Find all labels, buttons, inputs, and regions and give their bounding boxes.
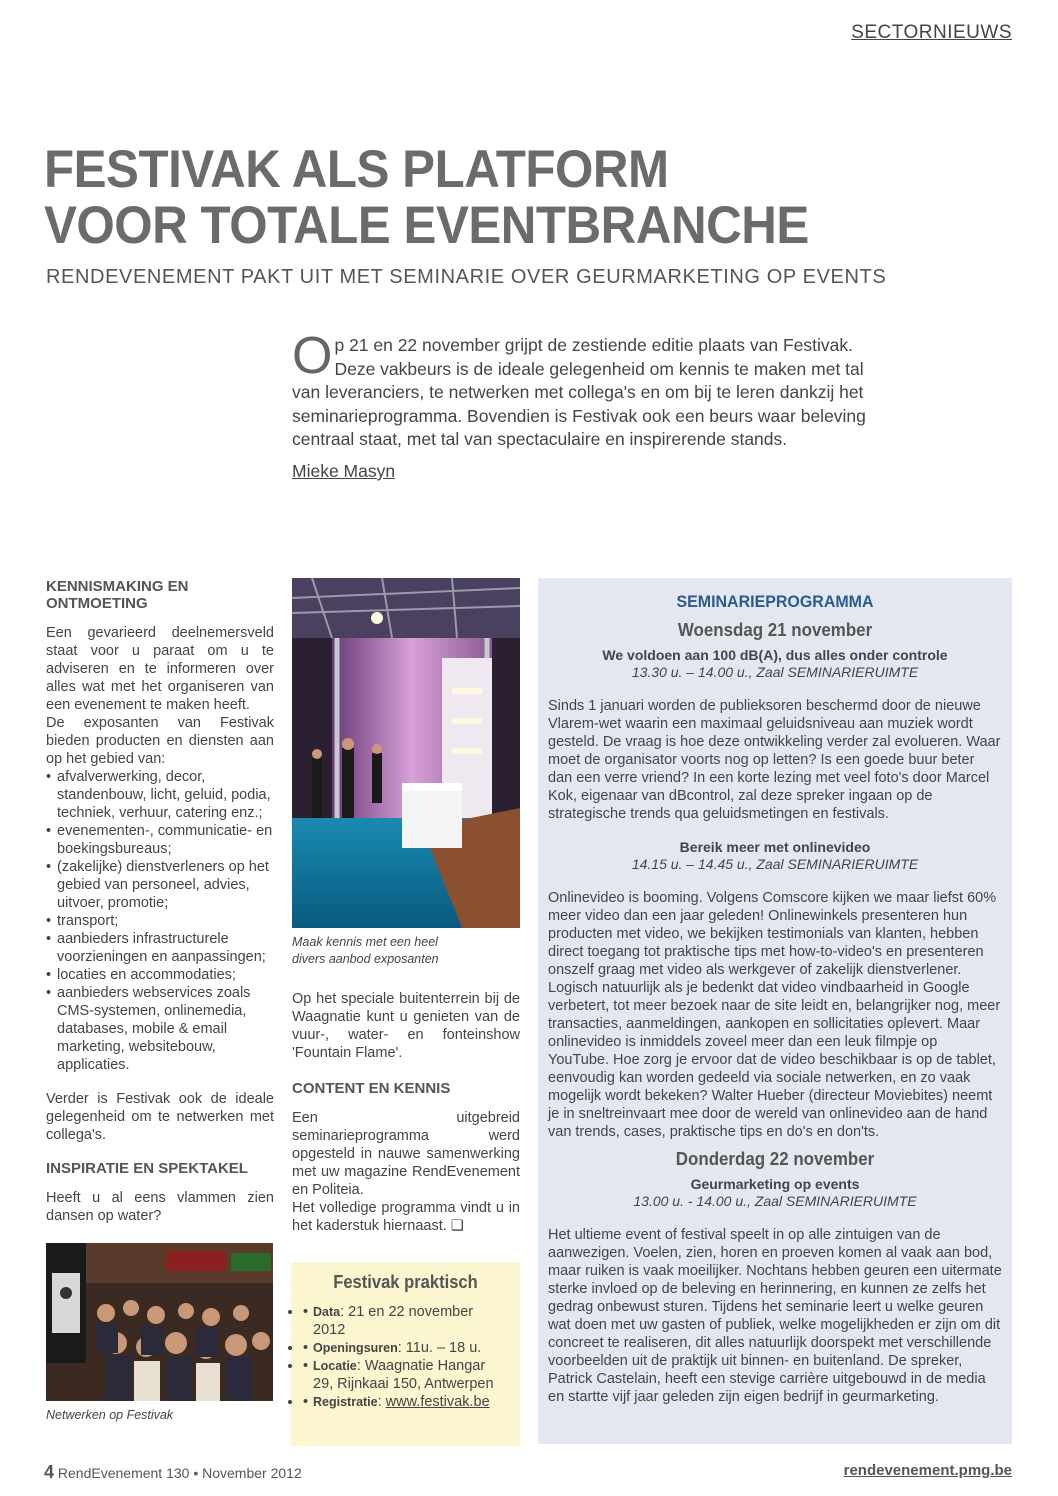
- value: : 11u. – 18 u.: [397, 1340, 482, 1356]
- seminar-program-box: [538, 578, 1012, 1444]
- festivak-praktisch-box: [291, 1262, 520, 1446]
- exhibition-stand-image: [292, 578, 520, 928]
- paragraph: De exposanten van Festivak bieden producten en diensten aan op het gebied van:: [46, 715, 274, 767]
- headline: [44, 142, 937, 254]
- exhibitor-list: [46, 768, 274, 1074]
- footer-issue: [44, 1462, 302, 1483]
- headline-line-2: VOOR TOTALE EVENTBRANCHE: [44, 196, 809, 255]
- info-list: [303, 1303, 508, 1411]
- drop-cap: O: [292, 327, 333, 385]
- paragraph: Een uitgebreid seminarieprogramma werd opgesteld in nauwe samenwerking met uw magazine RendEvenement en Politeia.: [292, 1110, 520, 1198]
- intro-text: p 21 en 22 november grijpt de zestiende editie plaats van Festivak. Deze vakbeurs is de ideale gelegenheid om kennis te maken met tal van leveranciers, te netwerken met collega's en om bij te leren dankzij het seminarieprogramma. Bovendien is Festivak ook een beurs waar beleving centraal staat, met tal van spectaculaire en inspirerende stands.: [292, 335, 866, 449]
- talk-time: 13.30 u. – 14.00 u., Zaal SEMINARIERUIMTE: [631, 664, 919, 680]
- list-item: • transport;: [46, 912, 274, 930]
- value: :: [377, 1394, 386, 1410]
- list-item: • aanbieders webservices zoals CMS-systemen, onlinemedia, databases, mobile & email marketing, websitebouw, applicaties.: [46, 984, 274, 1074]
- day-heading-thursday: Donderdag 22 november: [675, 1149, 875, 1169]
- day-heading-wednesday: Woensdag 21 november: [677, 620, 873, 640]
- photo-caption: Netwerken op Festivak: [46, 1408, 174, 1422]
- info-location: [303, 1357, 508, 1393]
- talk-description: Sinds 1 januari worden de publieksoren beschermd door de nieuwe Vlarem-wet waarin een maximaal geluidsniveau aan muziek wordt gesteld. De vraag is hoe deze ontwikkeling verder zal evolueren. Waar moet de organisator voorts nog op letten? Is een goede buur beter dan een verre vriend? In een korte lezing met veel foto's door Marcel Kok, eigenaar van dBcontrol, zal deze spreker ingaan op de strategische trends qua geluidsmetingen en festivals.: [548, 698, 1001, 822]
- author-byline[interactable]: Mieke Masyn: [292, 461, 396, 481]
- info-registration: [303, 1393, 508, 1411]
- issue-info: RendEvenement 130 • November 2012: [57, 1465, 302, 1481]
- networking-photo: [46, 1243, 273, 1401]
- program-title: SEMINARIEPROGRAMMA: [676, 592, 874, 611]
- heading-kennismaking: KENNISMAKING EN ONTMOETING: [46, 578, 189, 612]
- label: Registratie: [313, 1395, 378, 1409]
- talk-time: 14.15 u. – 14.45 u., Zaal SEMINARIERUIMTE: [631, 856, 919, 872]
- talk-time: 13.00 u. - 14.00 u., Zaal SEMINARIERUIMTE: [633, 1193, 917, 1209]
- subheadline: RENDEVENEMENT PAKT UIT MET SEMINARIE OVER GEURMARKETING OP EVENTS: [46, 266, 887, 288]
- intro-paragraph: [292, 327, 872, 452]
- box-title: Festivak praktisch: [333, 1272, 478, 1292]
- talk-title: Geurmarketing op events: [690, 1176, 860, 1192]
- value: : 21 en 22 november 2012: [313, 1304, 474, 1338]
- paragraph: Heeft u al eens vlammen zien dansen op water?: [46, 1190, 274, 1224]
- headline-line-1: FESTIVAK ALS PLATFORM: [44, 140, 669, 199]
- section-tag: SECTORNIEUWS: [851, 22, 1012, 43]
- column-left: [46, 578, 274, 1424]
- paragraph: Verder is Festivak ook de ideale gelegenheid om te netwerken met collega's.: [46, 1091, 274, 1143]
- talk-title: We voldoen aan 100 dB(A), dus alles onder controle: [602, 647, 948, 663]
- value: : Waagnatie Hangar 29, Rijnkaai 150, Antwerpen: [313, 1358, 494, 1392]
- list-item: • afvalverwerking, decor, standenbouw, licht, geluid, podia, techniek, verhuur, catering enz.;: [46, 768, 274, 822]
- paragraph: Op het speciale buitenterrein bij de Waagnatie kunt u genieten van de vuur-, water- en fonteinshow 'Fountain Flame'.: [292, 991, 520, 1061]
- registration-link[interactable]: www.festivak.be: [385, 1394, 490, 1410]
- heading-content-kennis: CONTENT EN KENNIS: [292, 1080, 451, 1097]
- info-hours: [303, 1339, 508, 1357]
- talk-title: Bereik meer met onlinevideo: [679, 839, 871, 855]
- footer-website-link[interactable]: rendevenement.pmg.be: [843, 1462, 1012, 1479]
- label: Openingsuren: [313, 1341, 398, 1355]
- heading-inspiratie: INSPIRATIE EN SPEKTAKEL: [46, 1160, 248, 1177]
- info-date: [303, 1303, 508, 1339]
- list-item: • aanbieders infrastructurele voorzieningen en aanpassingen;: [46, 930, 274, 966]
- label: Locatie: [313, 1359, 357, 1373]
- list-item: • locaties en accommodaties;: [46, 966, 274, 984]
- talk-description: Het ultieme event of festival speelt in op alle zintuigen van de aanwezigen. Voelen, zien, horen en proeven komen al vaak aan bod, maar ruiken is vaak moeilijker. Nochtans hebben geuren een uitermate sterke invloed op de beleving en herinnering, en kunnen ze zelfs het gedrag onbewust sturen. Tijdens het seminarie leert u welke geuren wat doen met uw gasten of publiek, welke mogelijkheden er zijn om dit concreet te realiseren, dit alles natuurlijk doorspekt met verschillende voorbeelden uit de praktijk uit binnen- en buitenland. De spreker, Patrick Castelain, heeft een stevige carrière uitgebouwd in de media en startte vijf jaar geleden zijn eigen bedrijf in geurmarketing.: [548, 1227, 1002, 1405]
- paragraph: Een gevarieerd deelnemersveld staat voor u paraat om u te adviseren en te informeren over alles wat met het organiseren van een evenement te maken heeft.: [46, 625, 274, 713]
- crowd-image: [46, 1243, 273, 1401]
- list-item: • (zakelijke) dienstverleners op het gebied van personeel, advies, uitvoer, promotie;: [46, 858, 274, 912]
- list-item: • evenementen-, communicatie- en boekingsbureaus;: [46, 822, 274, 858]
- talk-description: Onlinevideo is booming. Volgens Comscore kijken we maar liefst 60% meer video dan een jaar geleden! Onlinewinkels presenteren hun producten met video, we bekijken testimonials van klanten, hebben direct toegang tot praktische tips met how-to-video's en presenteren onszelf graag met video als werkgever of zakelijk dienstverlener. Logisch natuurlijk als je bedenkt dat video vindbaarheid in Google verbetert, tot meer bezoek naar de site leidt en, belangrijker nog, meer transacties, aanmeldingen, aankopen en sollicitaties oplevert. Maar onlinevideo is inmiddels zoveel meer dan een leuk filmpje op YouTube. Hoe zorg je ervoor dat de video beschikbaar is op de tablet, eenvoudig kan worden gedeeld via sociale netwerken, en zo vaak mogelijk wordt bekeken? Walter Hueber (directeur Moviebites) neemt je in sneltreinvaart mee door de wereld van onlinevideo aan de hand van trends, cases, praktische tips en do's en don'ts.: [548, 890, 1001, 1140]
- stand-photo: [292, 578, 520, 928]
- photo-caption: Maak kennis met een heel divers aanbod exposanten: [292, 935, 439, 966]
- label: Data: [313, 1305, 341, 1319]
- paragraph: Het volledige programma vindt u in het kaderstuk hiernaast. ❏: [292, 1200, 520, 1234]
- page-number: 4: [44, 1462, 55, 1482]
- column-middle: [292, 578, 520, 1235]
